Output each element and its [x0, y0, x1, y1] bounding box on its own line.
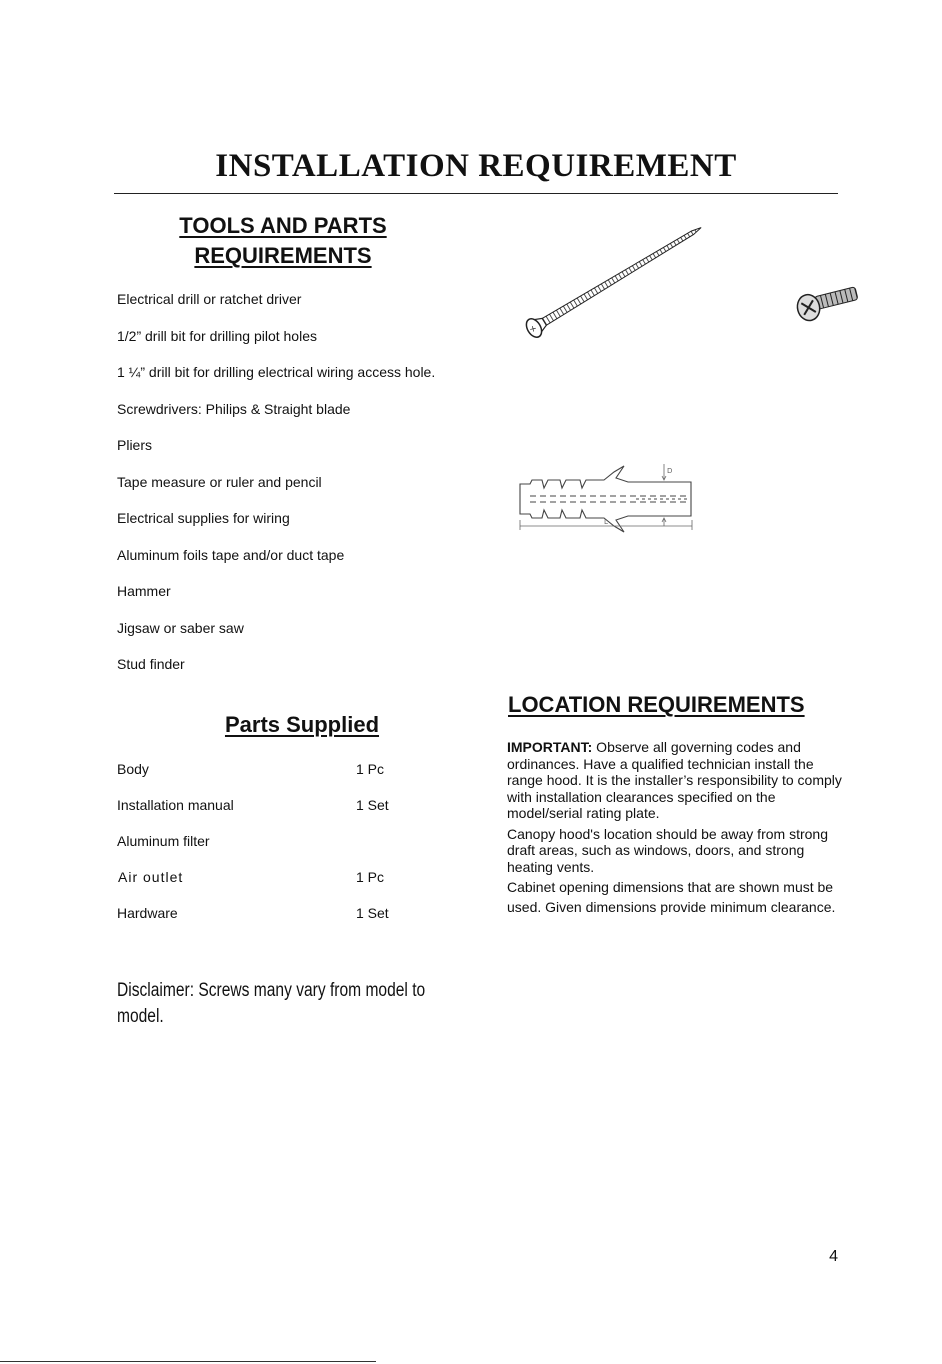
part-row	[117, 904, 437, 940]
dimension-l-label: L	[604, 518, 608, 526]
disclaimer-text: Disclaimer: Screws many vary from model to model.	[117, 980, 426, 1027]
tools-heading	[120, 211, 446, 271]
long-screw-illustration	[520, 232, 705, 347]
part-name: Hardware	[117, 905, 178, 921]
screw-head-mark: ⨯	[527, 323, 539, 335]
dimension-d-label: D	[667, 467, 673, 475]
tool-item: Jigsaw or saber saw	[117, 619, 244, 636]
wall-anchor-illustration	[516, 460, 698, 535]
tool-item: Electrical drill or ratchet driver	[117, 291, 302, 307]
location-heading: LOCATION REQUIREMENTS	[508, 692, 805, 717]
page-title: INSTALLATION REQUIREMENT	[215, 148, 737, 184]
tool-item: Pliers	[117, 437, 153, 453]
tool-item: Hammer	[117, 583, 171, 599]
part-qty: 1 Pc	[356, 869, 385, 885]
tool-item: 1 ¼” drill bit for drilling electrical wiring access hole.	[117, 364, 436, 380]
footer-divider	[0, 1361, 376, 1362]
parts-list	[117, 760, 437, 940]
location-clearance-paragraph: Cabinet opening dimensions that are shown must be used. Given dimensions provide minimum clearance.	[507, 879, 836, 915]
title-divider	[114, 193, 838, 194]
tool-item: Electrical supplies for wiring	[117, 510, 290, 526]
part-qty: 1 Pc	[356, 761, 385, 777]
location-body	[507, 739, 842, 921]
important-label: IMPORTANT:	[507, 739, 593, 755]
part-row	[117, 760, 437, 796]
tool-item: Aluminum foils tape and/or duct tape	[117, 546, 345, 563]
part-name: Air outlet	[118, 869, 184, 885]
tools-heading-line1: TOOLS AND PARTS	[179, 213, 387, 238]
tool-item: Stud finder	[117, 656, 185, 672]
page-number: 4	[829, 1248, 838, 1265]
parts-supplied-heading: Parts Supplied	[224, 712, 380, 737]
tool-item: Screwdrivers: Philips & Straight blade	[117, 400, 351, 417]
important-text: Observe all governing codes and ordinances. Have a qualified technician install the range hood. It is the installer’s responsibility to comply with installation clearances specified on the model/serial rating plate.	[507, 739, 842, 821]
part-qty: 1 Set	[356, 905, 389, 921]
tool-item: Tape measure or ruler and pencil	[117, 473, 322, 490]
part-name: Installation manual	[117, 797, 234, 813]
tool-item: 1/2” drill bit for drilling pilot holes	[117, 327, 317, 344]
location-draft-paragraph: Canopy hood's location should be away from strong draft areas, such as windows, doors, and strong heating vents.	[507, 825, 828, 875]
part-name: Aluminum filter	[117, 833, 210, 849]
short-screw-illustration	[792, 283, 862, 323]
part-row	[117, 796, 437, 832]
location-important-paragraph	[507, 739, 842, 822]
part-row	[117, 868, 437, 904]
part-row	[117, 832, 437, 868]
part-name: Body	[117, 761, 149, 777]
tools-heading-line2: REQUIREMENTS	[194, 243, 372, 268]
part-qty: 1 Set	[356, 797, 389, 813]
tools-list	[117, 290, 447, 692]
